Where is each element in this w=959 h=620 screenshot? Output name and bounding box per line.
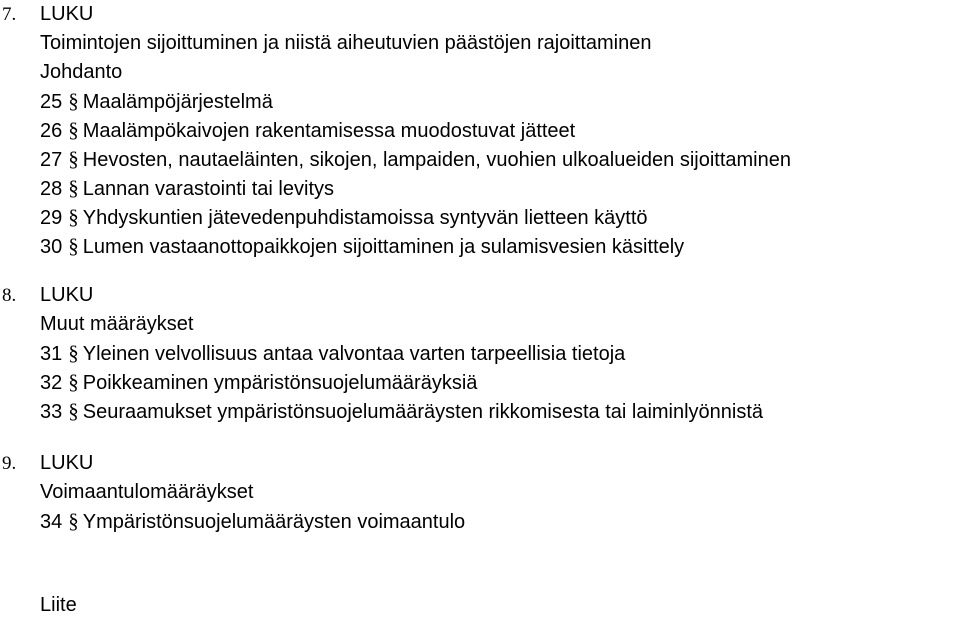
section-title: Poikkeaminen ympäristönsuojelumääräyksiä bbox=[82, 372, 478, 394]
section-title: Yhdyskuntien jätevedenpuhdistamoissa syntyvän lietteen käyttö bbox=[82, 207, 648, 229]
section-title: Ympäristönsuojelumääräysten voimaantulo bbox=[82, 511, 466, 533]
section-number: 30 bbox=[40, 236, 63, 258]
section-title: Maalämpöjärjestelmä bbox=[82, 91, 273, 113]
section-title: Lannan varastointi tai levitys bbox=[82, 178, 334, 200]
section-number: 28 bbox=[40, 178, 63, 200]
chapter-heading bbox=[0, 281, 959, 310]
section-number: 31 bbox=[40, 343, 63, 365]
section-title: Hevosten, nautaeläinten, sikojen, lampaiden, vuohien ulkoalueiden sijoittaminen bbox=[82, 149, 791, 171]
toc-section bbox=[0, 339, 959, 368]
chapter-title: Voimaantulomääräykset bbox=[40, 481, 254, 503]
chapter-label: LUKU bbox=[40, 284, 94, 306]
chapter-heading bbox=[0, 0, 959, 29]
chapter-number: 9. bbox=[2, 453, 17, 474]
toc-section bbox=[0, 116, 959, 145]
chapter-intro: Johdanto bbox=[40, 61, 123, 83]
section-number: 26 bbox=[40, 120, 63, 142]
toc-section bbox=[0, 368, 959, 397]
toc-section bbox=[0, 174, 959, 203]
section-symbol: § bbox=[68, 89, 79, 113]
section-number: 25 bbox=[40, 91, 63, 113]
toc-section bbox=[0, 145, 959, 174]
toc-section bbox=[0, 397, 959, 426]
section-number: 33 bbox=[40, 401, 63, 423]
section-symbol: § bbox=[68, 147, 79, 171]
appendix-label: Liite bbox=[40, 594, 77, 616]
section-symbol: § bbox=[68, 341, 79, 365]
chapter-title: Muut määräykset bbox=[40, 313, 194, 335]
section-symbol: § bbox=[68, 234, 79, 258]
chapter-title: Toimintojen sijoittuminen ja niistä aiheutuvien päästöjen rajoittaminen bbox=[40, 32, 652, 54]
toc-section bbox=[0, 232, 959, 261]
chapter-8 bbox=[0, 281, 959, 426]
chapter-label: LUKU bbox=[40, 452, 94, 474]
section-title: Maalämpökaivojen rakentamisessa muodostuvat jätteet bbox=[82, 120, 576, 142]
section-number: 34 bbox=[40, 511, 63, 533]
section-symbol: § bbox=[68, 370, 79, 394]
chapter-7 bbox=[0, 0, 959, 261]
toc-section bbox=[0, 87, 959, 116]
section-symbol: § bbox=[68, 176, 79, 200]
section-title: Lumen vastaanottopaikkojen sijoittaminen ja sulamisvesien käsittely bbox=[82, 236, 685, 258]
chapter-label: LUKU bbox=[40, 3, 94, 25]
section-symbol: § bbox=[68, 509, 79, 533]
section-title: Seuraamukset ympäristönsuojelumääräysten rikkomisesta tai laiminlyönnistä bbox=[82, 401, 764, 423]
section-symbol: § bbox=[68, 205, 79, 229]
section-number: 32 bbox=[40, 372, 63, 394]
toc-section bbox=[0, 507, 959, 536]
chapter-number: 8. bbox=[2, 285, 17, 306]
section-title: Yleinen velvollisuus antaa valvontaa varten tarpeellisia tietoja bbox=[82, 343, 626, 365]
chapter-number: 7. bbox=[2, 4, 17, 25]
chapter-9 bbox=[0, 449, 959, 536]
section-symbol: § bbox=[68, 399, 79, 423]
toc-section bbox=[0, 203, 959, 232]
section-symbol: § bbox=[68, 118, 79, 142]
section-number: 29 bbox=[40, 207, 63, 229]
section-number: 27 bbox=[40, 149, 63, 171]
chapter-heading bbox=[0, 449, 959, 478]
